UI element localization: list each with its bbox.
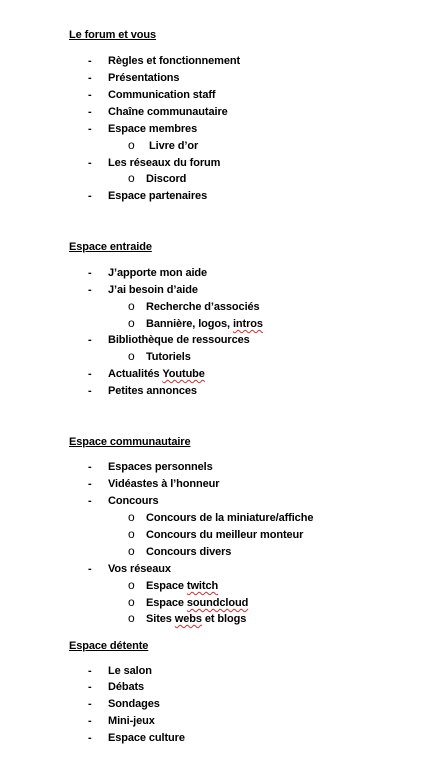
document-page: Le forum et vous - Règles et fonctionnement - Présentations - Communication staff - Chaîne communautaire - Espace membres o Livre d’or - Les réseaux du forum o Discord - Espace partenaires Espace entraide - J’apporte mon aide - J’ai besoin d’aide o Recherche d’associés o Bannière, logos, intros - Bibliothèque de ressources o Tutoriels - Actualités Youtube - Petites annonces Espace communautaire - Espaces personnels - Vidéastes à l’honneur - Concours o Concours de la miniature/affiche o Concours du meilleur monteur o Concours divers - Vos réseaux o Espace twitch o Espace soundcloud o Sites webs et blogs Espace détente - Le salon - Débats - Sondages - Mini-jeux - Espace culture xyxy=(69,29,314,744)
section-heading-forum: Le forum et vous xyxy=(69,29,157,41)
section-heading-entraide: Espace entraide xyxy=(69,241,152,253)
section-heading-communautaire: Espace communautaire xyxy=(69,436,191,448)
section-heading-detente: Espace détente xyxy=(69,640,149,652)
